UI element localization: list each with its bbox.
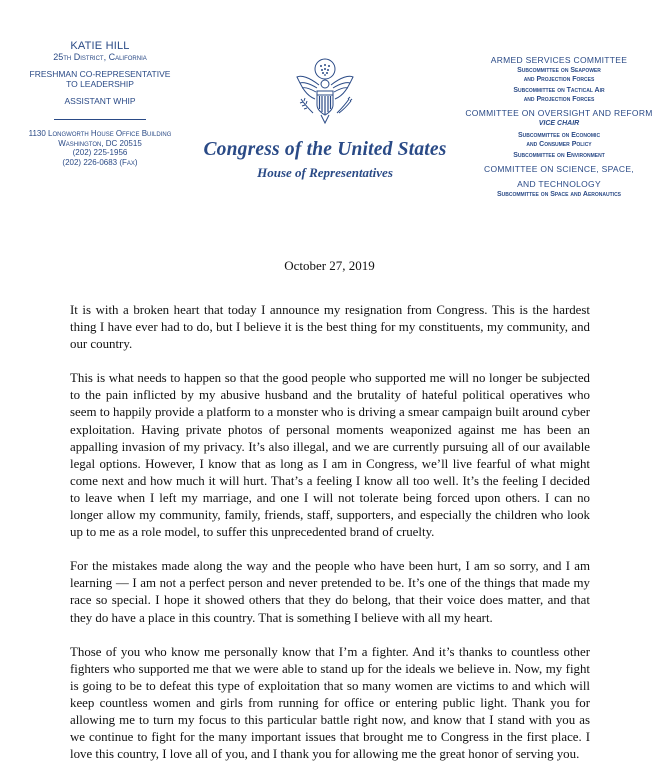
whip-role: ASSISTANT WHIP	[64, 96, 136, 106]
paragraph: For the mistakes made along the way and the people who have been hurt, I am so sorry, and I am learning — I am not a perfect person and never pretended to be. It’s one of the things that made my race so special. I hope it showed others that they do belong, that their voice does matter, and that they do have a place in this country. That is something I believe with all my heart.	[70, 559, 590, 625]
office-address	[8, 129, 192, 167]
house-subtitle: House of Representatives	[257, 165, 393, 180]
leadership-role	[8, 69, 192, 89]
district-label: 25th District, California	[53, 52, 147, 62]
committee-armed-services: ARMED SERVICES COMMITTEE	[490, 55, 628, 65]
subcommittee-tactical-air-line2: and Projection Forces	[523, 96, 595, 103]
subcommittee-tactical-air-line1: Subcommittee on Tactical Air	[513, 87, 605, 94]
congress-title: Congress of the United States	[203, 139, 447, 160]
letterhead-right-column	[462, 55, 656, 199]
subcommittee-seapower-line2: and Projection Forces	[523, 76, 595, 83]
leadership-role-line1: FRESHMAN CO-REPRESENTATIVE	[29, 69, 171, 79]
great-seal-eagle-icon	[287, 55, 363, 131]
letter-body	[70, 302, 590, 780]
committee-science-line1: COMMITTEE ON SCIENCE, SPACE,	[484, 164, 634, 174]
committee-oversight: COMMITTEE ON OVERSIGHT AND REFORM	[465, 108, 653, 118]
letter-date: October 27, 2019	[284, 258, 375, 273]
subcommittee-environment: Subcommittee on Environment	[513, 152, 605, 159]
vice-chair-label: VICE CHAIR	[538, 120, 580, 127]
subcommittee-economic-line2: and Consumer Policy	[526, 141, 592, 148]
committee-science-line2: AND TECHNOLOGY	[517, 179, 601, 189]
subcommittee-space: Subcommittee on Space and Aeronautics	[496, 191, 622, 198]
representative-name: KATIE HILL	[70, 40, 130, 52]
subcommittee-economic-line1: Subcommittee on Economic	[517, 132, 601, 139]
paragraph: It is with a broken heart that today I announce my resignation from Congress. This is the hardest thing I have ever had to do, but I believe it is the best thing for my constituents, my community, and our country.	[70, 303, 590, 352]
subcommittee-tactical-air	[462, 86, 656, 104]
subcommittee-economic	[462, 131, 656, 149]
leadership-role-line2: TO LEADERSHIP	[66, 79, 134, 89]
committee-science	[462, 163, 656, 190]
divider-line	[54, 119, 146, 120]
fax-number: (202) 226-0683 (Fax)	[62, 157, 138, 167]
paragraph: Those of you who know me personally know that I’m a fighter. And it’s thanks to countless other fighters who supported me that we were able to stand up for the ideals we believe in. Now, my fight is going to be to defeat this type of exploitation that so many women are victims to and which will keep countless women and girls from running for office or entering public light. Thank you for allowing me to turn my focus to this particular battle right now, and know that I stand with you as we continue to fight for the many important issues that brought me to Congress in the first place. I love this country, I love all of you, and I thank you for allowing me the great honor of serving you.	[70, 644, 590, 762]
address-line1: 1130 Longworth House Office Building	[28, 129, 172, 138]
letterhead-center	[195, 55, 455, 181]
phone-number: (202) 225-1956	[72, 148, 128, 157]
paragraph: This is what needs to happen so that the good people who supported me will no longer be subjected to the pain inflicted by my abusive husband and the brutality of hateful political operatives who seem to happily provide a platform to a monster who is driving a smear campaign built around cyber exploitation. Having private photos of personal moments weaponized against me has been an appalling invasion of my privacy. It’s also illegal, and we are currently pursuing all of our available legal options. However, I know that as long as I am in Congress, we’ll live fearful of what might come next and how much it will hurt. That’s a feeling I know all too well. It’s the feeling I decided to leave when I left my marriage, and one I will not tolerate being forced upon others. I can no longer allow my community, family, friends, staff, supporters, and especially the children who look up to me as a role model, to suffer this unprecedented brand of cruelty.	[70, 371, 590, 540]
subcommittee-seapower-line1: Subcommittee on Seapower	[517, 67, 601, 74]
subcommittee-seapower	[462, 66, 656, 84]
address-line2: Washington, DC 20515	[58, 138, 142, 148]
letterhead-left-column	[8, 40, 192, 167]
